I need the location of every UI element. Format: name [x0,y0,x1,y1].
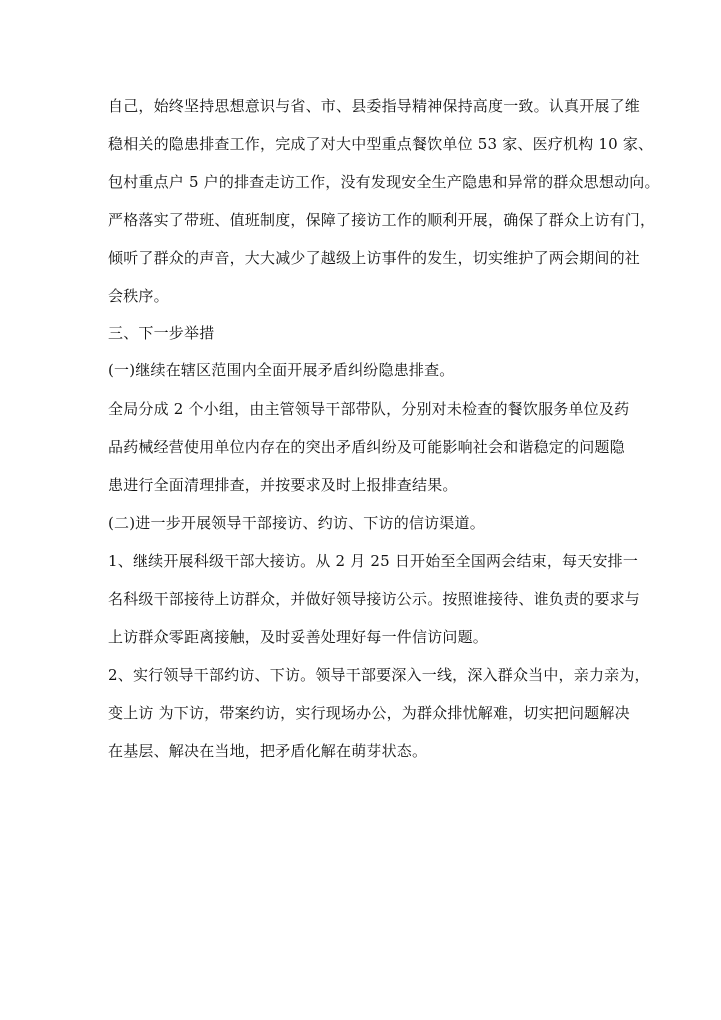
text-line: 1、继续开展科级干部大接访。从 2 月 25 日开始至全国两会结束，每天安排一 [108,552,639,570]
text-line: 全局分成 2 个小组，由主管领导干部带队，分别对未检查的餐饮服务单位及药 [108,400,630,418]
text-line: 名科级干部接待上访群众，并做好领导接访公示。按照谁接待、谁负责的要求与 [108,590,641,608]
text-line: 会秩序。 [108,287,169,305]
text-line: 严格落实了带班、值班制度，保障了接访工作的顺利开展，确保了群众上访有门， [108,211,656,229]
text-line: 倾听了群众的声音，大大减少了越级上访事件的发生，切实维护了两会期间的社 [108,249,641,267]
text-line: 在基层、解决在当地，把矛盾化解在萌芽状态。 [108,742,428,760]
text-line: 自己，始终坚持思想意识与省、市、县委指导精神保持高度一致。认真开展了维 [108,97,641,115]
subsection-heading: (二)进一步开展领导干部接访、约访、下访的信访渠道。 [108,514,485,532]
text-line: 稳相关的隐患排查工作，完成了对大中型重点餐饮单位 53 家、医疗机构 10 家、 [108,135,654,153]
section-heading: 三、下一步举措 [108,324,215,342]
text-line: 上访群众零距离接触，及时妥善处理好每一件信访问题。 [108,628,489,646]
text-line: 2、实行领导干部约访、下访。领导干部要深入一线，深入群众当中，亲力亲为， [108,666,650,684]
text-line: 品药械经营使用单位内存在的突出矛盾纠纷及可能影响社会和谐稳定的问题隐 [108,438,625,456]
subsection-heading: (一)继续在辖区范围内全面开展矛盾纠纷隐患排查。 [108,361,455,379]
text-line: 变上访 为下访，带案约访，实行现场办公，为群众排忧解难，切实把问题解决 [108,704,630,722]
text-line: 患进行全面清理排查，并按要求及时上报排查结果。 [108,476,458,494]
text-line: 包村重点户 5 户的排查走访工作，没有发现安全生产隐患和异常的群众思想动向。 [108,173,660,191]
